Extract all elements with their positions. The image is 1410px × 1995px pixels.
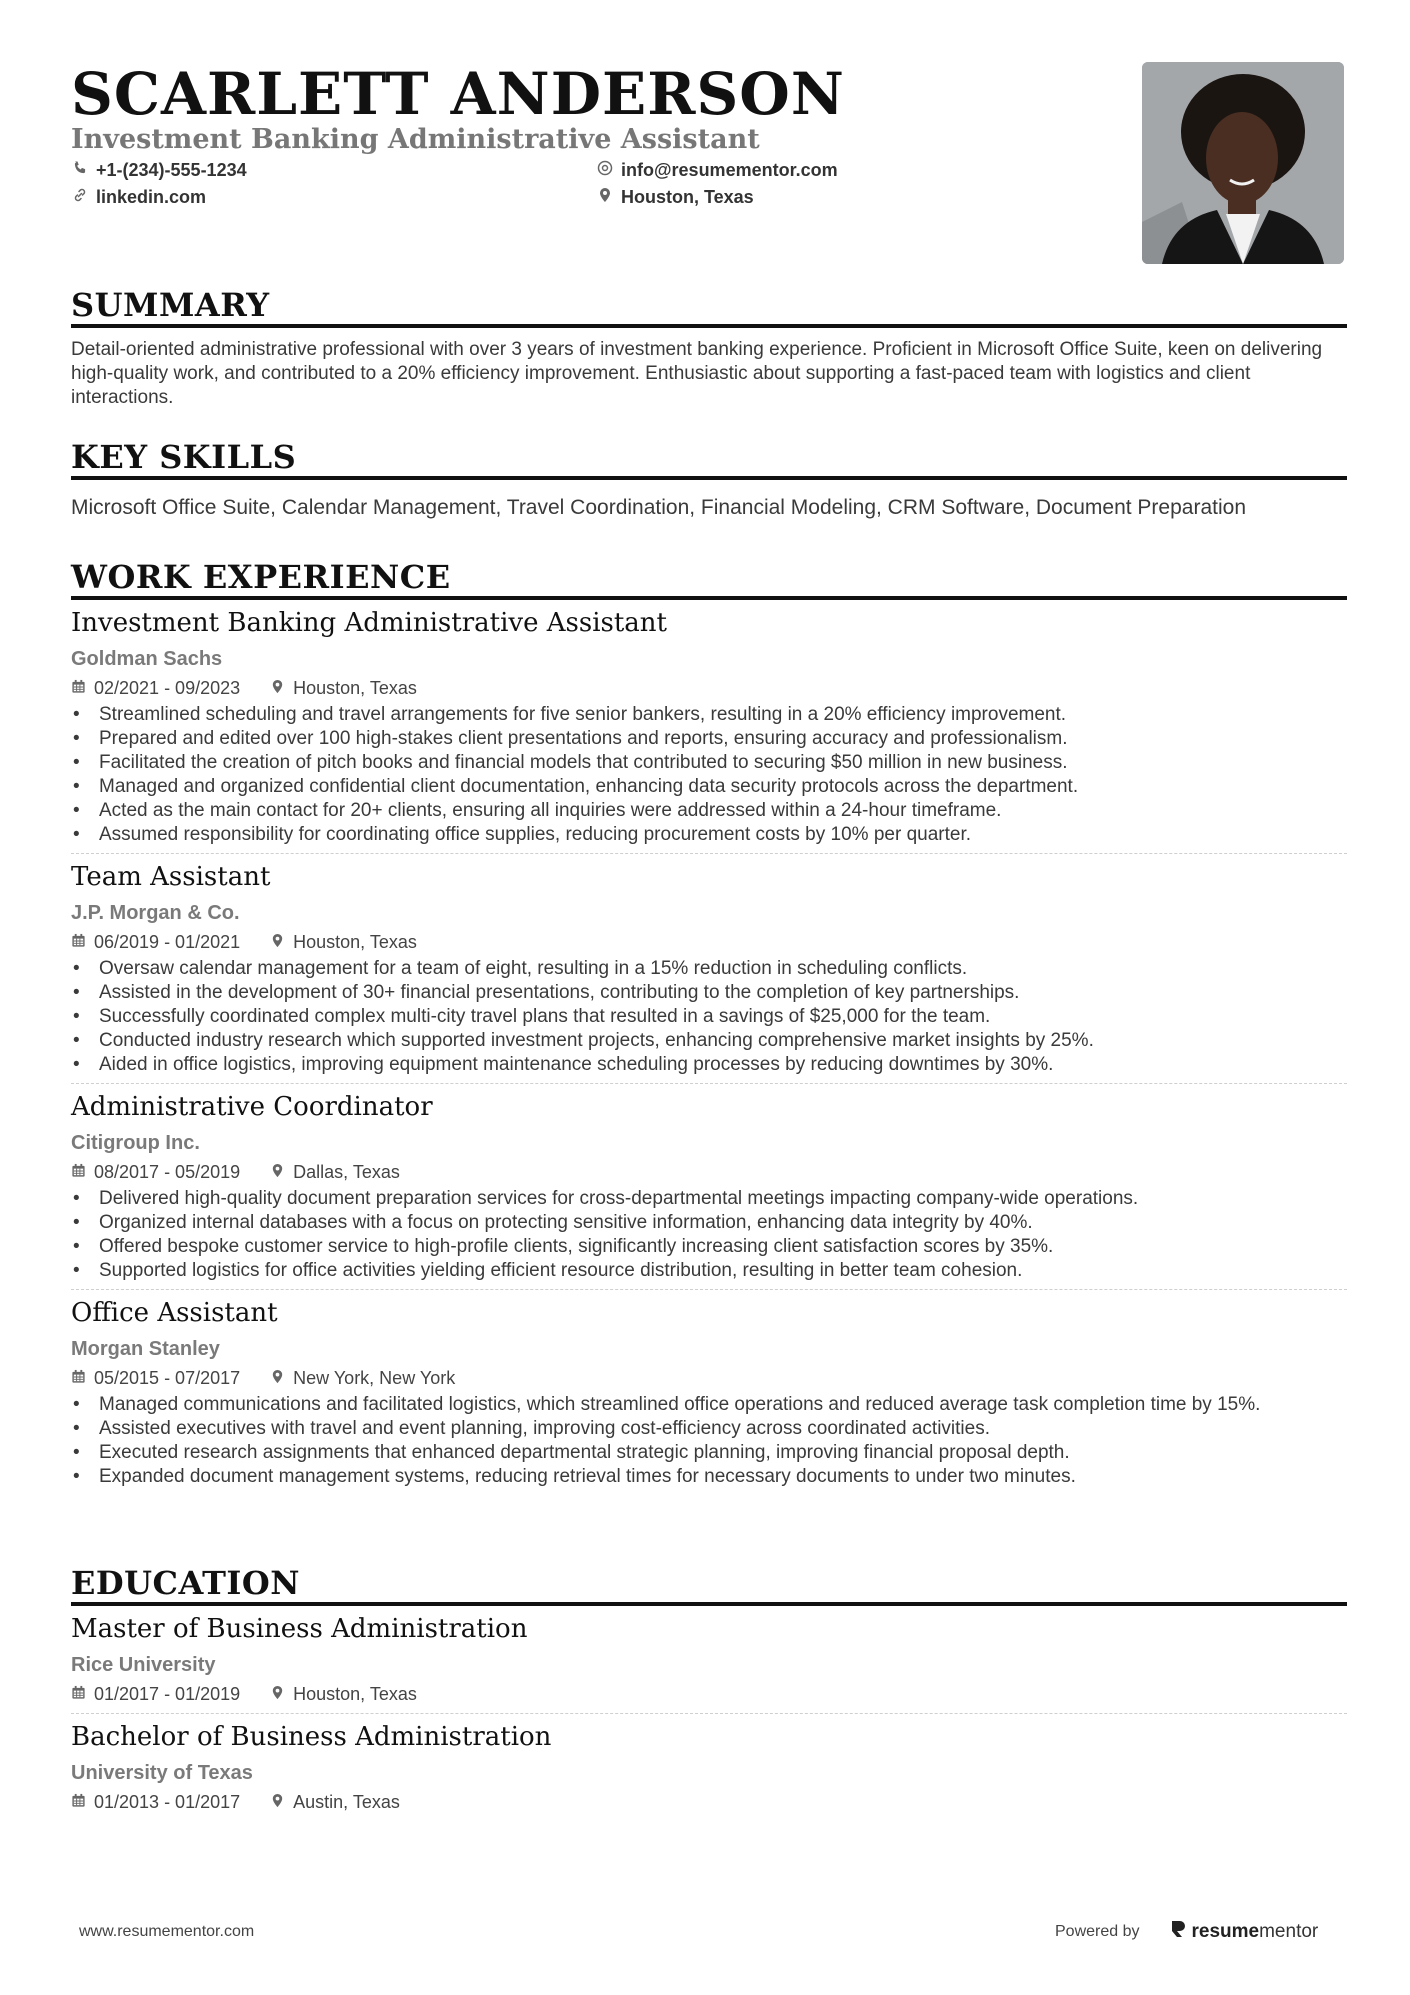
linkedin-text: linkedin.com xyxy=(96,187,207,207)
at-icon xyxy=(597,158,613,182)
job-entry xyxy=(71,1090,1347,1290)
bullet-item: • Aided in office logistics, improving equipment maintenance scheduling processes by reducing downtimes by 30%. xyxy=(71,1053,1347,1077)
education-location: Austin, Texas xyxy=(293,1792,400,1812)
brand-name-bold: resume xyxy=(1191,1921,1260,1942)
profile-photo xyxy=(1142,62,1344,264)
map-pin-icon xyxy=(597,185,613,209)
calendar-icon xyxy=(71,675,86,701)
phone-text: +1-(234)-555-1234 xyxy=(96,160,247,180)
bullet-item: • Organized internal databases with a focus on protecting sensitive information, enhancing data integrity by 40%. xyxy=(71,1211,1347,1235)
education-dates: 01/2013 - 01/2017 xyxy=(94,1792,241,1812)
job-company: Goldman Sachs xyxy=(71,648,223,670)
education-entry xyxy=(71,1612,1347,1714)
job-meta xyxy=(71,929,1347,955)
candidate-title: Investment Banking Administrative Assistant xyxy=(71,124,760,155)
bullet-item: • Assumed responsibility for coordinating office supplies, reducing procurement costs by 10% per quarter. xyxy=(71,823,1347,847)
education-meta xyxy=(71,1681,1347,1707)
footer-powered xyxy=(1055,1920,1318,1944)
calendar-icon xyxy=(71,1365,86,1391)
brand-mark-icon xyxy=(1170,1920,1186,1944)
bullet-item: • Supported logistics for office activities yielding efficient resource distribution, resulting in better team cohesion. xyxy=(71,1259,1347,1283)
job-role: Investment Banking Administrative Assistant xyxy=(71,608,667,638)
calendar-icon xyxy=(71,1789,86,1815)
bullet-item: • Assisted in the development of 30+ financial presentations, contributing to the completion of key partnerships. xyxy=(71,981,1347,1005)
map-pin-icon xyxy=(270,1789,285,1815)
job-entry xyxy=(71,1296,1347,1495)
bullet-item: • Delivered high-quality document preparation services for cross-departmental meetings impacting company-wide operations. xyxy=(71,1187,1347,1211)
skills-text: Microsoft Office Suite, Calendar Management, Travel Coordination, Financial Modeling, CRM Software, Document Preparation xyxy=(71,496,1246,519)
summary-text: Detail-oriented administrative professional with over 3 years of investment banking experience. Proficient in Microsoft Office Suite, keen on delivering high-quality work, and contributed to a 20% efficiency improvement. Enthusiastic about supporting a fast-paced team with logistics and client interactions. xyxy=(71,339,1323,408)
job-company: J.P. Morgan & Co. xyxy=(71,902,240,924)
bullet-item: • Managed communications and facilitated logistics, which streamlined office operations and reduced average task completion time by 15%. xyxy=(71,1393,1347,1417)
job-location: Houston, Texas xyxy=(293,678,417,698)
bullet-item: • Managed and organized confidential client documentation, enhancing data security protocols across the department. xyxy=(71,775,1347,799)
contact-email[interactable] xyxy=(597,158,838,182)
job-company: Morgan Stanley xyxy=(71,1338,220,1360)
job-entry xyxy=(71,606,1347,854)
degree-title: Bachelor of Business Administration xyxy=(71,1722,552,1752)
experience-heading: WORK EXPERIENCE xyxy=(71,558,1347,600)
school-name: Rice University xyxy=(71,1654,216,1676)
degree-title: Master of Business Administration xyxy=(71,1614,528,1644)
link-icon xyxy=(72,185,88,209)
skills-section xyxy=(71,438,1347,522)
job-dates: 06/2019 - 01/2021 xyxy=(94,932,241,952)
job-dates: 02/2021 - 09/2023 xyxy=(94,678,241,698)
summary-section xyxy=(71,286,1347,410)
contact-phone xyxy=(72,158,247,182)
experience-section xyxy=(71,558,1347,1495)
bullet-item: • Conducted industry research which supported investment projects, enhancing comprehensive market insights by 25%. xyxy=(71,1029,1347,1053)
job-meta xyxy=(71,675,1347,701)
job-role: Office Assistant xyxy=(71,1298,278,1328)
school-name: University of Texas xyxy=(71,1762,253,1784)
bullet-item: • Offered bespoke customer service to high-profile clients, significantly increasing client satisfaction scores by 35%. xyxy=(71,1235,1347,1259)
powered-by-text: Powered by xyxy=(1055,1923,1140,1940)
calendar-icon xyxy=(71,1159,86,1185)
job-meta xyxy=(71,1365,1347,1391)
job-meta xyxy=(71,1159,1347,1185)
job-role: Team Assistant xyxy=(71,862,271,892)
map-pin-icon xyxy=(270,929,285,955)
summary-heading: SUMMARY xyxy=(71,286,1347,328)
job-location: Houston, Texas xyxy=(293,932,417,952)
bullet-item: • Successfully coordinated complex multi-city travel plans that resulted in a savings of $25,000 for the team. xyxy=(71,1005,1347,1029)
job-dates: 08/2017 - 05/2019 xyxy=(94,1162,241,1182)
brand-logo[interactable] xyxy=(1170,1920,1319,1944)
calendar-icon xyxy=(71,1681,86,1707)
skills-heading: KEY SKILLS xyxy=(71,438,1347,480)
job-bullets xyxy=(71,957,1347,1077)
email-text: info@resumementor.com xyxy=(621,160,838,180)
footer-website[interactable]: www.resumementor.com xyxy=(79,1923,255,1940)
contact-location xyxy=(597,185,754,209)
map-pin-icon xyxy=(270,1681,285,1707)
candidate-name: SCARLETT ANDERSON xyxy=(71,60,845,128)
bullet-item: • Expanded document management systems, reducing retrieval times for necessary documents to under two minutes. xyxy=(71,1465,1347,1489)
job-role: Administrative Coordinator xyxy=(71,1092,433,1122)
bullet-item: • Streamlined scheduling and travel arrangements for five senior bankers, resulting in a 20% efficiency improvement. xyxy=(71,703,1347,727)
job-bullets xyxy=(71,1187,1347,1283)
map-pin-icon xyxy=(270,1365,285,1391)
job-location: Dallas, Texas xyxy=(293,1162,400,1182)
bullet-item: • Acted as the main contact for 20+ clients, ensuring all inquiries were addressed within a 24-hour timeframe. xyxy=(71,799,1347,823)
job-entry xyxy=(71,860,1347,1084)
bullet-item: • Assisted executives with travel and event planning, improving cost-efficiency across coordinated activities. xyxy=(71,1417,1347,1441)
location-text: Houston, Texas xyxy=(621,187,754,207)
brand-name-light: mentor xyxy=(1259,1921,1319,1942)
bullet-item: • Executed research assignments that enhanced departmental strategic planning, improving financial proposal depth. xyxy=(71,1441,1347,1465)
bullet-item: • Facilitated the creation of pitch books and financial models that contributed to securing $50 million in new business. xyxy=(71,751,1347,775)
calendar-icon xyxy=(71,929,86,955)
job-location: New York, New York xyxy=(293,1368,456,1388)
education-heading: EDUCATION xyxy=(71,1564,1347,1606)
education-dates: 01/2017 - 01/2019 xyxy=(94,1684,241,1704)
contact-linkedin[interactable] xyxy=(72,185,206,209)
education-meta xyxy=(71,1789,1347,1815)
map-pin-icon xyxy=(270,675,285,701)
education-location: Houston, Texas xyxy=(293,1684,417,1704)
phone-icon xyxy=(72,158,88,182)
job-dates: 05/2015 - 07/2017 xyxy=(94,1368,241,1388)
bullet-item: • Prepared and edited over 100 high-stakes client presentations and reports, ensuring accuracy and professionalism. xyxy=(71,727,1347,751)
bullet-item: • Oversaw calendar management for a team of eight, resulting in a 15% reduction in scheduling conflicts. xyxy=(71,957,1347,981)
map-pin-icon xyxy=(270,1159,285,1185)
job-bullets xyxy=(71,1393,1347,1489)
job-bullets xyxy=(71,703,1347,847)
job-company: Citigroup Inc. xyxy=(71,1132,200,1154)
education-entry xyxy=(71,1720,1347,1821)
education-section xyxy=(71,1564,1347,1821)
